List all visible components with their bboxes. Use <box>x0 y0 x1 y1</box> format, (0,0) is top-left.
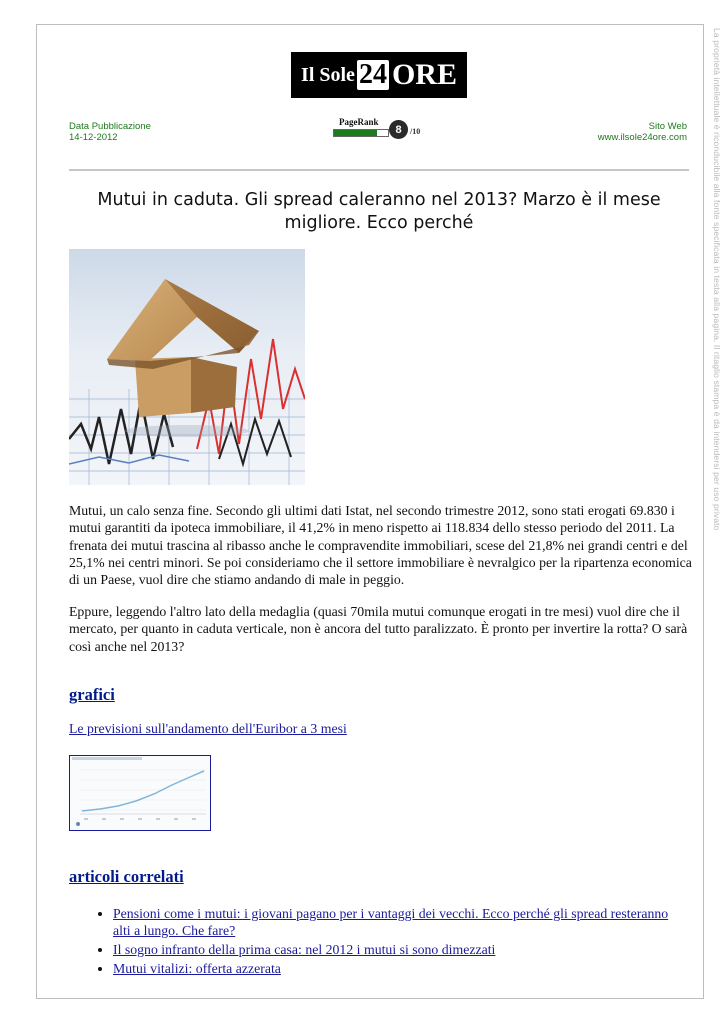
pagerank-bar-fill <box>334 130 377 136</box>
website-info <box>598 121 687 143</box>
related-articles-list <box>87 905 673 979</box>
euribor-chart-thumbnail[interactable] <box>69 755 211 831</box>
list-item <box>113 960 673 977</box>
euribor-forecast-link[interactable]: Le previsioni sull'andamento dell'Euribor a 3 mesi <box>69 721 347 736</box>
header-divider <box>69 169 689 171</box>
pagerank-label: PageRank <box>339 117 379 127</box>
grafici-heading: grafici <box>69 685 115 704</box>
website-label: Sito Web <box>648 121 687 132</box>
publication-info <box>69 121 151 143</box>
logo-part-ilsole: Il Sole <box>301 63 355 86</box>
related-article-link-1[interactable]: Pensioni come i mutui: i giovani pagano per i vantaggi dei vecchi. Ecco perché gli spread resteranno alti a lungo. Che fare? <box>113 906 669 938</box>
copyright-side-note: La proprietà intellettuale è riconducibile alla fonte specificata in testa alla pagina. Il ritaglio stampa è da intendersi per uso privato <box>712 28 722 531</box>
logo-part-24: 24 <box>358 59 387 90</box>
pagerank-bar <box>333 129 389 137</box>
pagerank-badge <box>333 117 425 141</box>
document-page <box>36 24 704 999</box>
pagerank-max: /10 <box>410 127 421 136</box>
article-title: Mutui in caduta. Gli spread caleranno nel 2013? Marzo è il mese migliore. Ecco perché <box>97 190 661 233</box>
logo-part-ore: ORE <box>391 58 457 91</box>
house-on-chart-illustration <box>69 249 305 485</box>
related-article-link-2[interactable]: Il sogno infranto della prima casa: nel 2012 i mutui si sono dimezzati <box>113 942 496 957</box>
website-url: www.ilsole24ore.com <box>597 132 687 143</box>
article-photo-house-chart <box>69 249 305 485</box>
list-item <box>113 941 673 958</box>
publication-label: Data Pubblicazione <box>69 121 151 132</box>
pagerank-value: 8 <box>389 120 408 139</box>
ilsole24ore-logo <box>291 52 467 98</box>
related-article-link-3[interactable]: Mutui vitalizi: offerta azzerata <box>113 961 281 976</box>
articoli-correlati-heading: articoli correlati <box>69 867 184 886</box>
publication-date: 14-12-2012 <box>69 132 118 143</box>
article-paragraph-2: Eppure, leggendo l'altro lato della medaglia (quasi 70mila mutui comunque erogati in tre mesi) vuol dire che il mercato, per quanto in caduta verticale, non è ancora del tutto paralizzato. È pronto per invertire la rotta? O sarà così anche nel 2013? <box>69 604 688 654</box>
euribor-chart-preview <box>70 756 210 830</box>
article-paragraph-1: Mutui, un calo senza fine. Secondo gli ultimi dati Istat, nel secondo trimestre 2012, sono stati erogati 69.830 i mutui garantiti da ipoteca immobiliare, il 41,2% in meno rispetto ai 118.834 dello stesso periodo del 2011. La frenata dei mutui trascina al ribasso anche le compravendite immobiliari, scese del 21,8% nei grandi centri e del 25,1% nei centri minori. Se poi consideriamo che il settore immobiliare è nevralgico per la ripartenza economica di un Paese, vuol dire che stiamo andando di male in peggio. <box>69 503 692 588</box>
list-item <box>113 905 673 939</box>
